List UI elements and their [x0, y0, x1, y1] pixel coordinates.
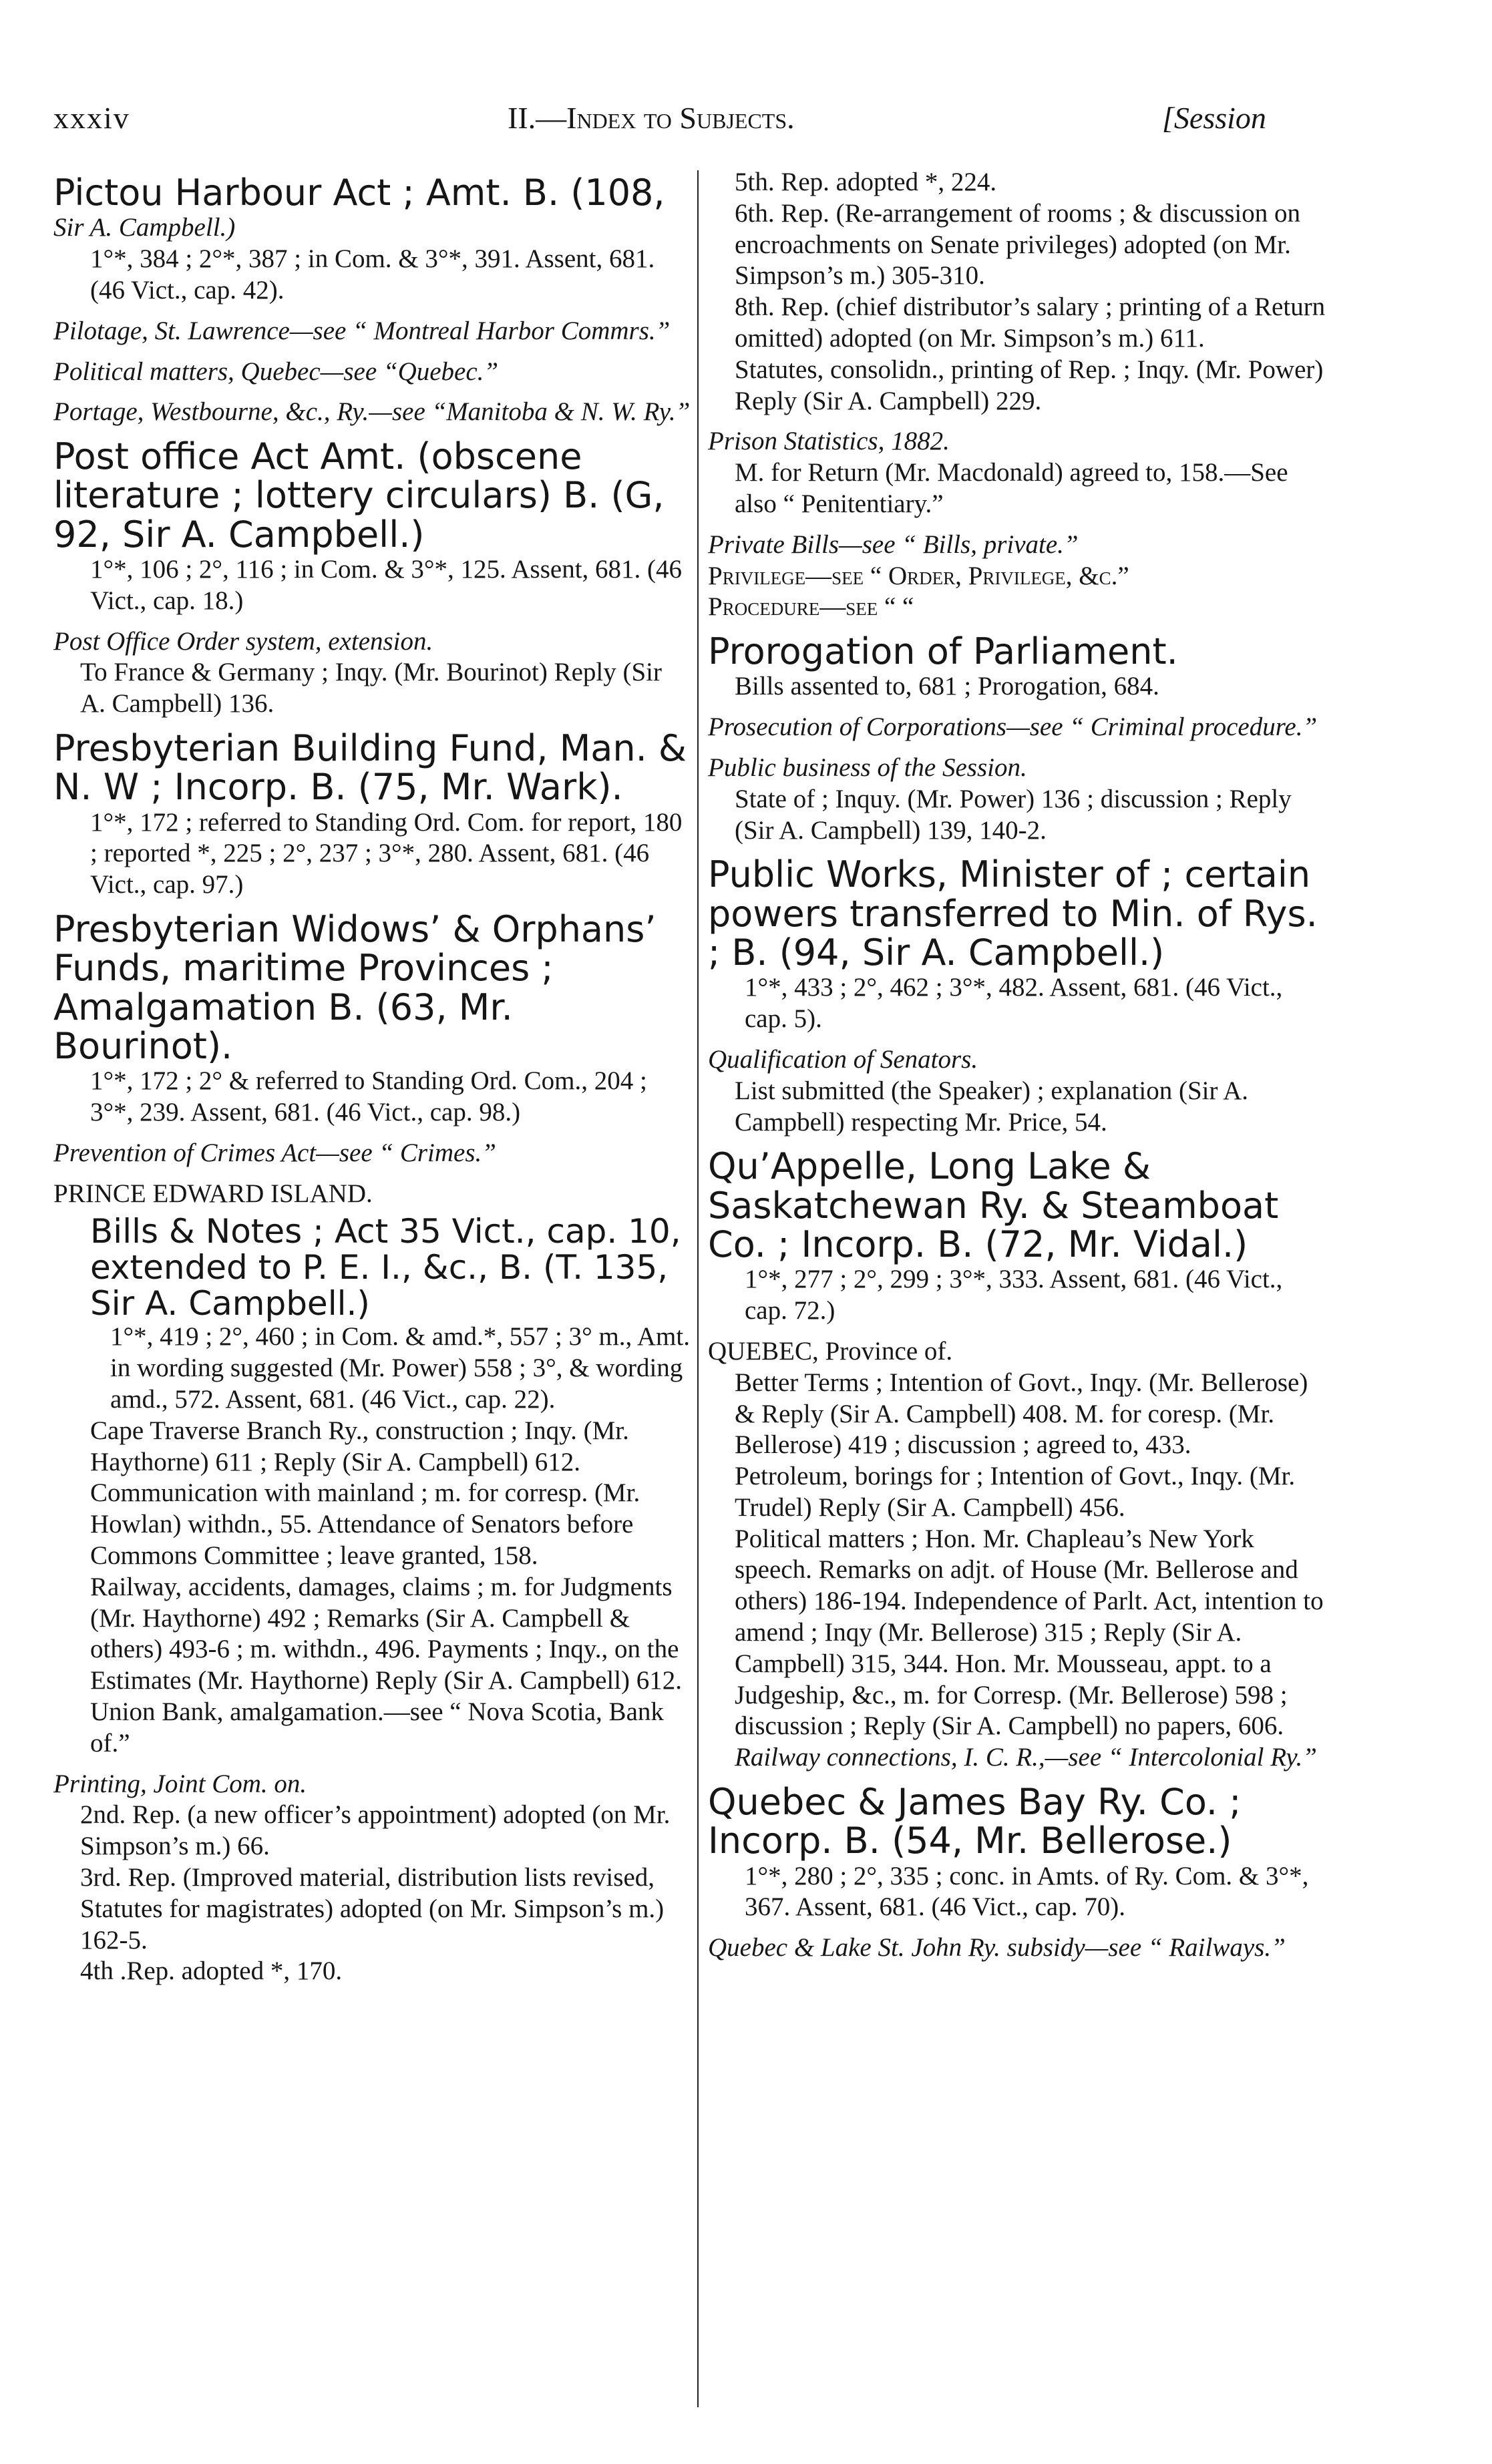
section-heading: QUEBEC, Province of. [708, 1336, 953, 1366]
running-title: II.—Index to Subjects. [508, 101, 795, 135]
entry-body: 1°*, 433 ; 2°, 462 ; 3°*, 482. Assent, 681. (46 Vict., cap. 5). [745, 973, 1283, 1034]
cross-reference: Railway connections, I. C. R.,—see “ Intercolonial Ry.” [735, 1743, 1317, 1772]
entry-subentry: Cape Traverse Branch Ry., construction ; Inqy. (Mr. Haythorne) 611 ; Reply (Sir A. Campbell) 612. [90, 1416, 629, 1476]
entry-subentry: Petroleum, borings for ; Intention of Govt., Inqy. (Mr. Trudel) Reply (Sir A. Campbell) 456. [735, 1462, 1296, 1522]
entry-subject: Prison Statistics, 1882. [708, 427, 950, 456]
index-entry [53, 1179, 691, 1760]
entry-heading: Prorogation of Parliament. [708, 630, 1178, 673]
entry-subentry: 2nd. Rep. (a new officer’s appointment) adopted (on Mr. Simpson’s m.) 66. [80, 1800, 671, 1861]
entry-subentry: Union Bank, amalgamation.—see “ Nova Scotia, Bank of.” [90, 1697, 664, 1758]
page-number: xxxiv [53, 101, 130, 135]
index-entry [53, 1769, 691, 1988]
page-header [53, 100, 1282, 154]
cross-reference: Political matters, Quebec—see “Quebec.” [53, 357, 499, 386]
entry-body: State of ; Inquy. (Mr. Power) 136 ; discussion ; Reply (Sir A. Campbell) 139, 140-2. [735, 784, 1292, 845]
entry-subentry: Statutes, consolidn., printing of Rep. ; Inqy. (Mr. Power) Reply (Sir A. Campbell) 229. [735, 355, 1324, 415]
index-entry [53, 626, 691, 720]
index-entry [708, 632, 1326, 702]
entry-heading: Post office Act Amt. (obscene literature ; lottery circulars) B. (G, 92, Sir A. Campbell.) [53, 435, 665, 556]
entry-heading: Presbyterian Building Fund, Man. & N. W ; Incorp. B. (75, Mr. Wark). [53, 727, 687, 809]
index-entry [53, 910, 691, 1128]
entry-heading: Bills & Notes ; Act 35 Vict., cap. 10, extended to P. E. I., &c., B. (T. 135, Sir A. Campbell.) [90, 1212, 681, 1323]
entry-subentry: Political matters ; Hon. Mr. Chapleau’s New York speech. Remarks on adjt. of House (Mr. Bellerose and others) 186-194. Independence of Parlt. Act, intention to amend ; Inqy (Mr. Bellerose) 315 ; Reply (Sir A. Campbell) 315, 344. Hon. Mr. Mousseau, appt. to a Judgeship, &c., m. for Corresp. (Mr. Bellerose) 598 ; discussion ; Reply (Sir A. Campbell) no papers, 606. [735, 1524, 1324, 1741]
cross-reference: Procedure—see “ “ [708, 592, 914, 622]
index-entry [708, 712, 1326, 743]
entry-subentry: 8th. Rep. (chief distributor’s salary ; printing of a Return omitted) adopted (on Mr. Simpson’s m.) 611. [735, 292, 1326, 353]
index-entry [53, 174, 691, 306]
entry-subject: Printing, Joint Com. on. [53, 1769, 307, 1798]
entry-body: Bills assented to, 681 ; Prorogation, 684. [735, 672, 1159, 701]
cross-reference: Portage, Westbourne, &c., Ry.—see “Manitoba & N. W. Ry.” [53, 397, 691, 427]
index-entry [53, 729, 691, 901]
entry-body: 1°*, 419 ; 2°, 460 ; in Com. & amd.*, 557 ; 3° m., Amt. in wording suggested (Mr. Power) 558 ; 3°, & wording amd., 572. Assent, 681. (46 Vict., cap. 22). [110, 1322, 690, 1414]
cross-reference: Private Bills—see “ Bills, private.” [708, 530, 1079, 559]
entry-heading: Public Works, Minister of ; certain powers transferred to Min. of Rys. ; B. (94, Sir A. Campbell.) [708, 853, 1318, 974]
index-entry [53, 437, 691, 617]
section-heading: PRINCE EDWARD ISLAND. [53, 1179, 373, 1208]
index-entry [53, 316, 691, 347]
entry-subentry: Railway, accidents, damages, claims ; m. for Judgments (Mr. Haythorne) 492 ; Remarks (Sir A. Campbell & others) 493-6 ; m. withdn., 496. Payments ; Inqy., on the Estimates (Mr. Haythorne) Reply (Sir A. Campbell) 612. [90, 1572, 683, 1695]
entry-subentry: 6th. Rep. (Re-arrangement of rooms ; & discussion on encroachments on Senate privileges) adopted (on Mr. Simpson’s m.) 305-310. [735, 198, 1301, 290]
entry-subject: Public business of the Session. [708, 753, 1027, 783]
index-entry [708, 1044, 1326, 1138]
entry-subentry: Better Terms ; Intention of Govt., Inqy. (Mr. Bellerose) & Reply (Sir A. Campbell) 408. M. for coresp. (Mr. Bellerose) 419 ; discussion ; agreed to, 433. [735, 1368, 1308, 1460]
index-entry [53, 1138, 691, 1169]
entry-heading: Presbyterian Widows’ & Orphans’ Funds, maritime Provinces ; Amalgamation B. (63, Mr. Bourinot). [53, 908, 657, 1067]
session-label: [Session [1162, 101, 1266, 135]
entry-heading: Pictou Harbour Act ; Amt. B. (108, [53, 172, 665, 214]
entry-subentry: 5th. Rep. adopted *, 224. [735, 168, 997, 196]
entry-subject: Post Office Order system, extension. [53, 626, 433, 656]
index-entry [53, 397, 691, 428]
cross-reference: Quebec & Lake St. John Ry. subsidy—see “ Railways.” [708, 1933, 1286, 1963]
column-divider [697, 170, 699, 2407]
index-entry [708, 1147, 1326, 1327]
right-column [708, 167, 1326, 1973]
cross-reference: Prosecution of Corporations—see “ Criminal procedure.” [708, 712, 1318, 742]
index-entry [53, 357, 691, 388]
index-entry [708, 855, 1326, 1035]
index-entry [708, 426, 1326, 520]
entry-subject: Qualification of Senators. [708, 1044, 978, 1074]
cross-reference: Pilotage, St. Lawrence—see “ Montreal Harbor Commrs.” [53, 316, 671, 345]
entry-sponsor: Sir A. Campbell.) [53, 213, 236, 242]
index-entry [708, 1336, 1326, 1774]
cross-reference: Privilege—see “ Order, Privilege, &c.” [708, 561, 1129, 590]
entry-body: 1°*, 106 ; 2°, 116 ; in Com. & 3°*, 125. Assent, 681. (46 Vict., cap. 18.) [90, 555, 683, 615]
entry-subentry: 3rd. Rep. (Improved material, distribution lists revised, Statutes for magistrates) adopted (on Mr. Simpson’s m.) 162-5. [80, 1863, 665, 1955]
entry-body: 1°*, 280 ; 2°, 335 ; conc. in Amts. of Ry. Com. & 3°*, 367. Assent, 681. (46 Vict., cap. 70). [745, 1861, 1309, 1922]
index-entry [708, 753, 1326, 846]
entry-heading: Quebec & James Bay Ry. Co. ; Incorp. B. (54, Mr. Bellerose.) [708, 1781, 1242, 1862]
entry-body: M. for Return (Mr. Macdonald) agreed to, 158.—See also “ Penitentiary.” [735, 458, 1288, 518]
index-entry [708, 167, 1326, 417]
entry-subentry: 4th .Rep. adopted *, 170. [80, 1957, 343, 1986]
index-entry [708, 1783, 1326, 1923]
entry-body: 1°*, 172 ; 2° & referred to Standing Ord. Com., 204 ; 3°*, 239. Assent, 681. (46 Vict., cap. 98.) [90, 1066, 647, 1127]
left-column [53, 167, 691, 1997]
entry-heading: Qu’Appelle, Long Lake & Saskatchewan Ry. & Steamboat Co. ; Incorp. B. (72, Mr. Vidal.) [708, 1145, 1279, 1265]
index-entry [708, 530, 1326, 623]
entry-body: To France & Germany ; Inqy. (Mr. Bourinot) Reply (Sir A. Campbell) 136. [80, 658, 663, 718]
entry-body: List submitted (the Speaker) ; explanation (Sir A. Campbell) respecting Mr. Price, 54. [735, 1076, 1249, 1137]
entry-subentry: Communication with mainland ; m. for corresp. (Mr. Howlan) withdn., 55. Attendance of Senators before Commons Committee ; leave granted, 158. [90, 1478, 640, 1571]
entry-body: 1°*, 172 ; referred to Standing Ord. Com. for report, 180 ; reported *, 225 ; 2°, 237 ; 3°*, 280. Assent, 681. (46 Vict., cap. 97.) [90, 807, 683, 899]
entry-body: 1°*, 384 ; 2°*, 387 ; in Com. & 3°*, 391. Assent, 681. (46 Vict., cap. 42). [90, 244, 655, 304]
entry-body: 1°*, 277 ; 2°, 299 ; 3°*, 333. Assent, 681. (46 Vict., cap. 72.) [745, 1265, 1283, 1325]
cross-reference: Prevention of Crimes Act—see “ Crimes.” [53, 1138, 496, 1167]
index-entry [708, 1932, 1326, 1964]
